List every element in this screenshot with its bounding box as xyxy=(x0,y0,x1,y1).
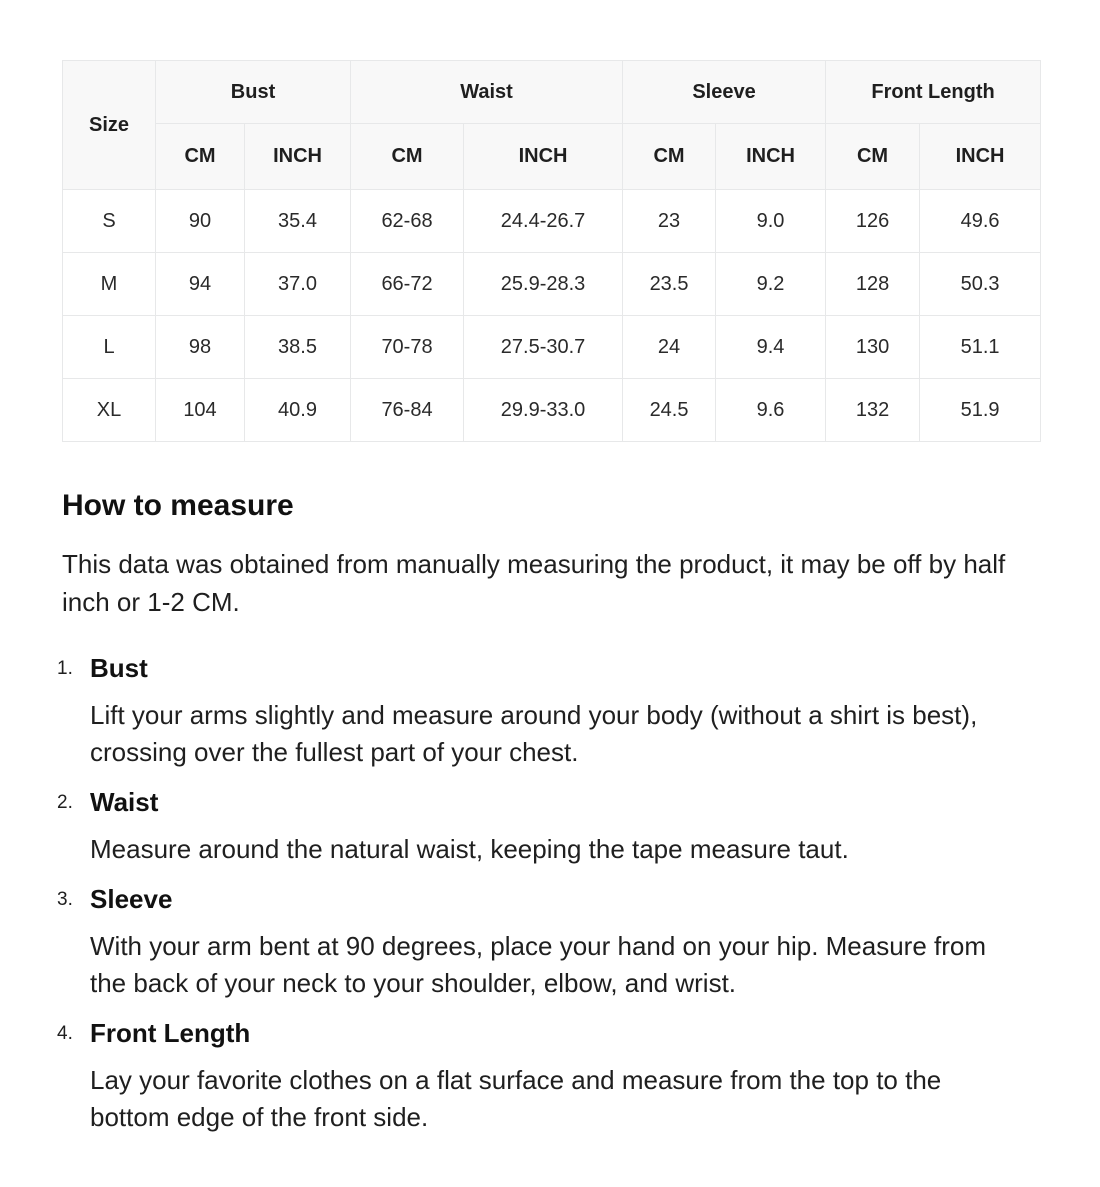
step-description: With your arm bent at 90 degrees, place your hand on your hip. Measure from the back of your neck to your shoulder, elbow, and wrist. xyxy=(90,931,987,998)
waist-group-header: Waist xyxy=(351,61,623,124)
size-column-header: Size xyxy=(63,61,156,190)
bust-cm-header: CM xyxy=(156,124,245,190)
waist-inch-header: INCH xyxy=(464,124,623,190)
step-item-bust xyxy=(57,652,1022,771)
front-length-inch-cell: 51.9 xyxy=(920,379,1041,442)
step-item-sleeve xyxy=(57,883,1022,1002)
step-item-front-length xyxy=(57,1017,1022,1136)
step-term: Waist xyxy=(90,787,159,817)
front-length-inch-cell: 51.1 xyxy=(920,316,1041,379)
waist-cm-cell: 76-84 xyxy=(351,379,464,442)
table-header-groups-row xyxy=(63,61,1041,124)
waist-cm-header: CM xyxy=(351,124,464,190)
front-length-cm-cell: 130 xyxy=(826,316,920,379)
step-term: Sleeve xyxy=(90,884,173,914)
step-number: 3. xyxy=(57,889,73,910)
size-cell: M xyxy=(63,253,156,316)
front-length-cm-cell: 128 xyxy=(826,253,920,316)
table-row-size-l xyxy=(63,316,1041,379)
step-number: 2. xyxy=(57,792,73,813)
front-length-inch-header: INCH xyxy=(920,124,1041,190)
bust-cm-cell: 94 xyxy=(156,253,245,316)
table-row-size-xl xyxy=(63,379,1041,442)
step-description: Lift your arms slightly and measure around your body (without a shirt is best), crossing over the fullest part of your chest. xyxy=(90,700,978,767)
how-to-measure-heading: How to measure xyxy=(62,489,294,522)
step-number: 4. xyxy=(57,1023,73,1044)
size-cell: L xyxy=(63,316,156,379)
sleeve-cm-cell: 23.5 xyxy=(623,253,716,316)
measurement-disclaimer-text: This data was obtained from manually measuring the product, it may be off by half inch or 1-2 CM. xyxy=(62,549,1006,617)
waist-cm-cell: 70-78 xyxy=(351,316,464,379)
sleeve-inch-header: INCH xyxy=(716,124,826,190)
waist-cm-cell: 66-72 xyxy=(351,253,464,316)
step-description: Lay your favorite clothes on a flat surface and measure from the top to the bottom edge of the front side. xyxy=(90,1065,942,1132)
table-header-units-row xyxy=(63,124,1041,190)
front-length-inch-cell: 49.6 xyxy=(920,190,1041,253)
sleeve-cm-cell: 24 xyxy=(623,316,716,379)
bust-cm-cell: 90 xyxy=(156,190,245,253)
front-length-inch-cell: 50.3 xyxy=(920,253,1041,316)
waist-cm-cell: 62-68 xyxy=(351,190,464,253)
sleeve-cm-header: CM xyxy=(623,124,716,190)
bust-group-header: Bust xyxy=(156,61,351,124)
bust-inch-cell: 35.4 xyxy=(245,190,351,253)
front-length-cm-cell: 132 xyxy=(826,379,920,442)
sleeve-inch-cell: 9.4 xyxy=(716,316,826,379)
bust-cm-cell: 98 xyxy=(156,316,245,379)
sleeve-group-header: Sleeve xyxy=(623,61,826,124)
waist-inch-cell: 29.9-33.0 xyxy=(464,379,623,442)
front-length-cm-cell: 126 xyxy=(826,190,920,253)
size-chart-table xyxy=(62,60,1041,442)
sleeve-inch-cell: 9.0 xyxy=(716,190,826,253)
size-cell: XL xyxy=(63,379,156,442)
table-row-size-m xyxy=(63,253,1041,316)
size-cell: S xyxy=(63,190,156,253)
step-term: Bust xyxy=(90,653,148,683)
bust-inch-cell: 40.9 xyxy=(245,379,351,442)
table-row-size-s xyxy=(63,190,1041,253)
step-description: Measure around the natural waist, keeping the tape measure taut. xyxy=(90,834,849,864)
measure-steps-list xyxy=(57,652,1040,1136)
step-number: 1. xyxy=(57,658,73,679)
waist-inch-cell: 27.5-30.7 xyxy=(464,316,623,379)
sleeve-inch-cell: 9.2 xyxy=(716,253,826,316)
bust-inch-header: INCH xyxy=(245,124,351,190)
front-length-cm-header: CM xyxy=(826,124,920,190)
bust-cm-cell: 104 xyxy=(156,379,245,442)
waist-inch-cell: 25.9-28.3 xyxy=(464,253,623,316)
sleeve-cm-cell: 24.5 xyxy=(623,379,716,442)
front-length-group-header: Front Length xyxy=(826,61,1041,124)
bust-inch-cell: 37.0 xyxy=(245,253,351,316)
waist-inch-cell: 24.4-26.7 xyxy=(464,190,623,253)
sleeve-inch-cell: 9.6 xyxy=(716,379,826,442)
step-item-waist xyxy=(57,786,1022,868)
bust-inch-cell: 38.5 xyxy=(245,316,351,379)
step-term: Front Length xyxy=(90,1018,251,1048)
sleeve-cm-cell: 23 xyxy=(623,190,716,253)
